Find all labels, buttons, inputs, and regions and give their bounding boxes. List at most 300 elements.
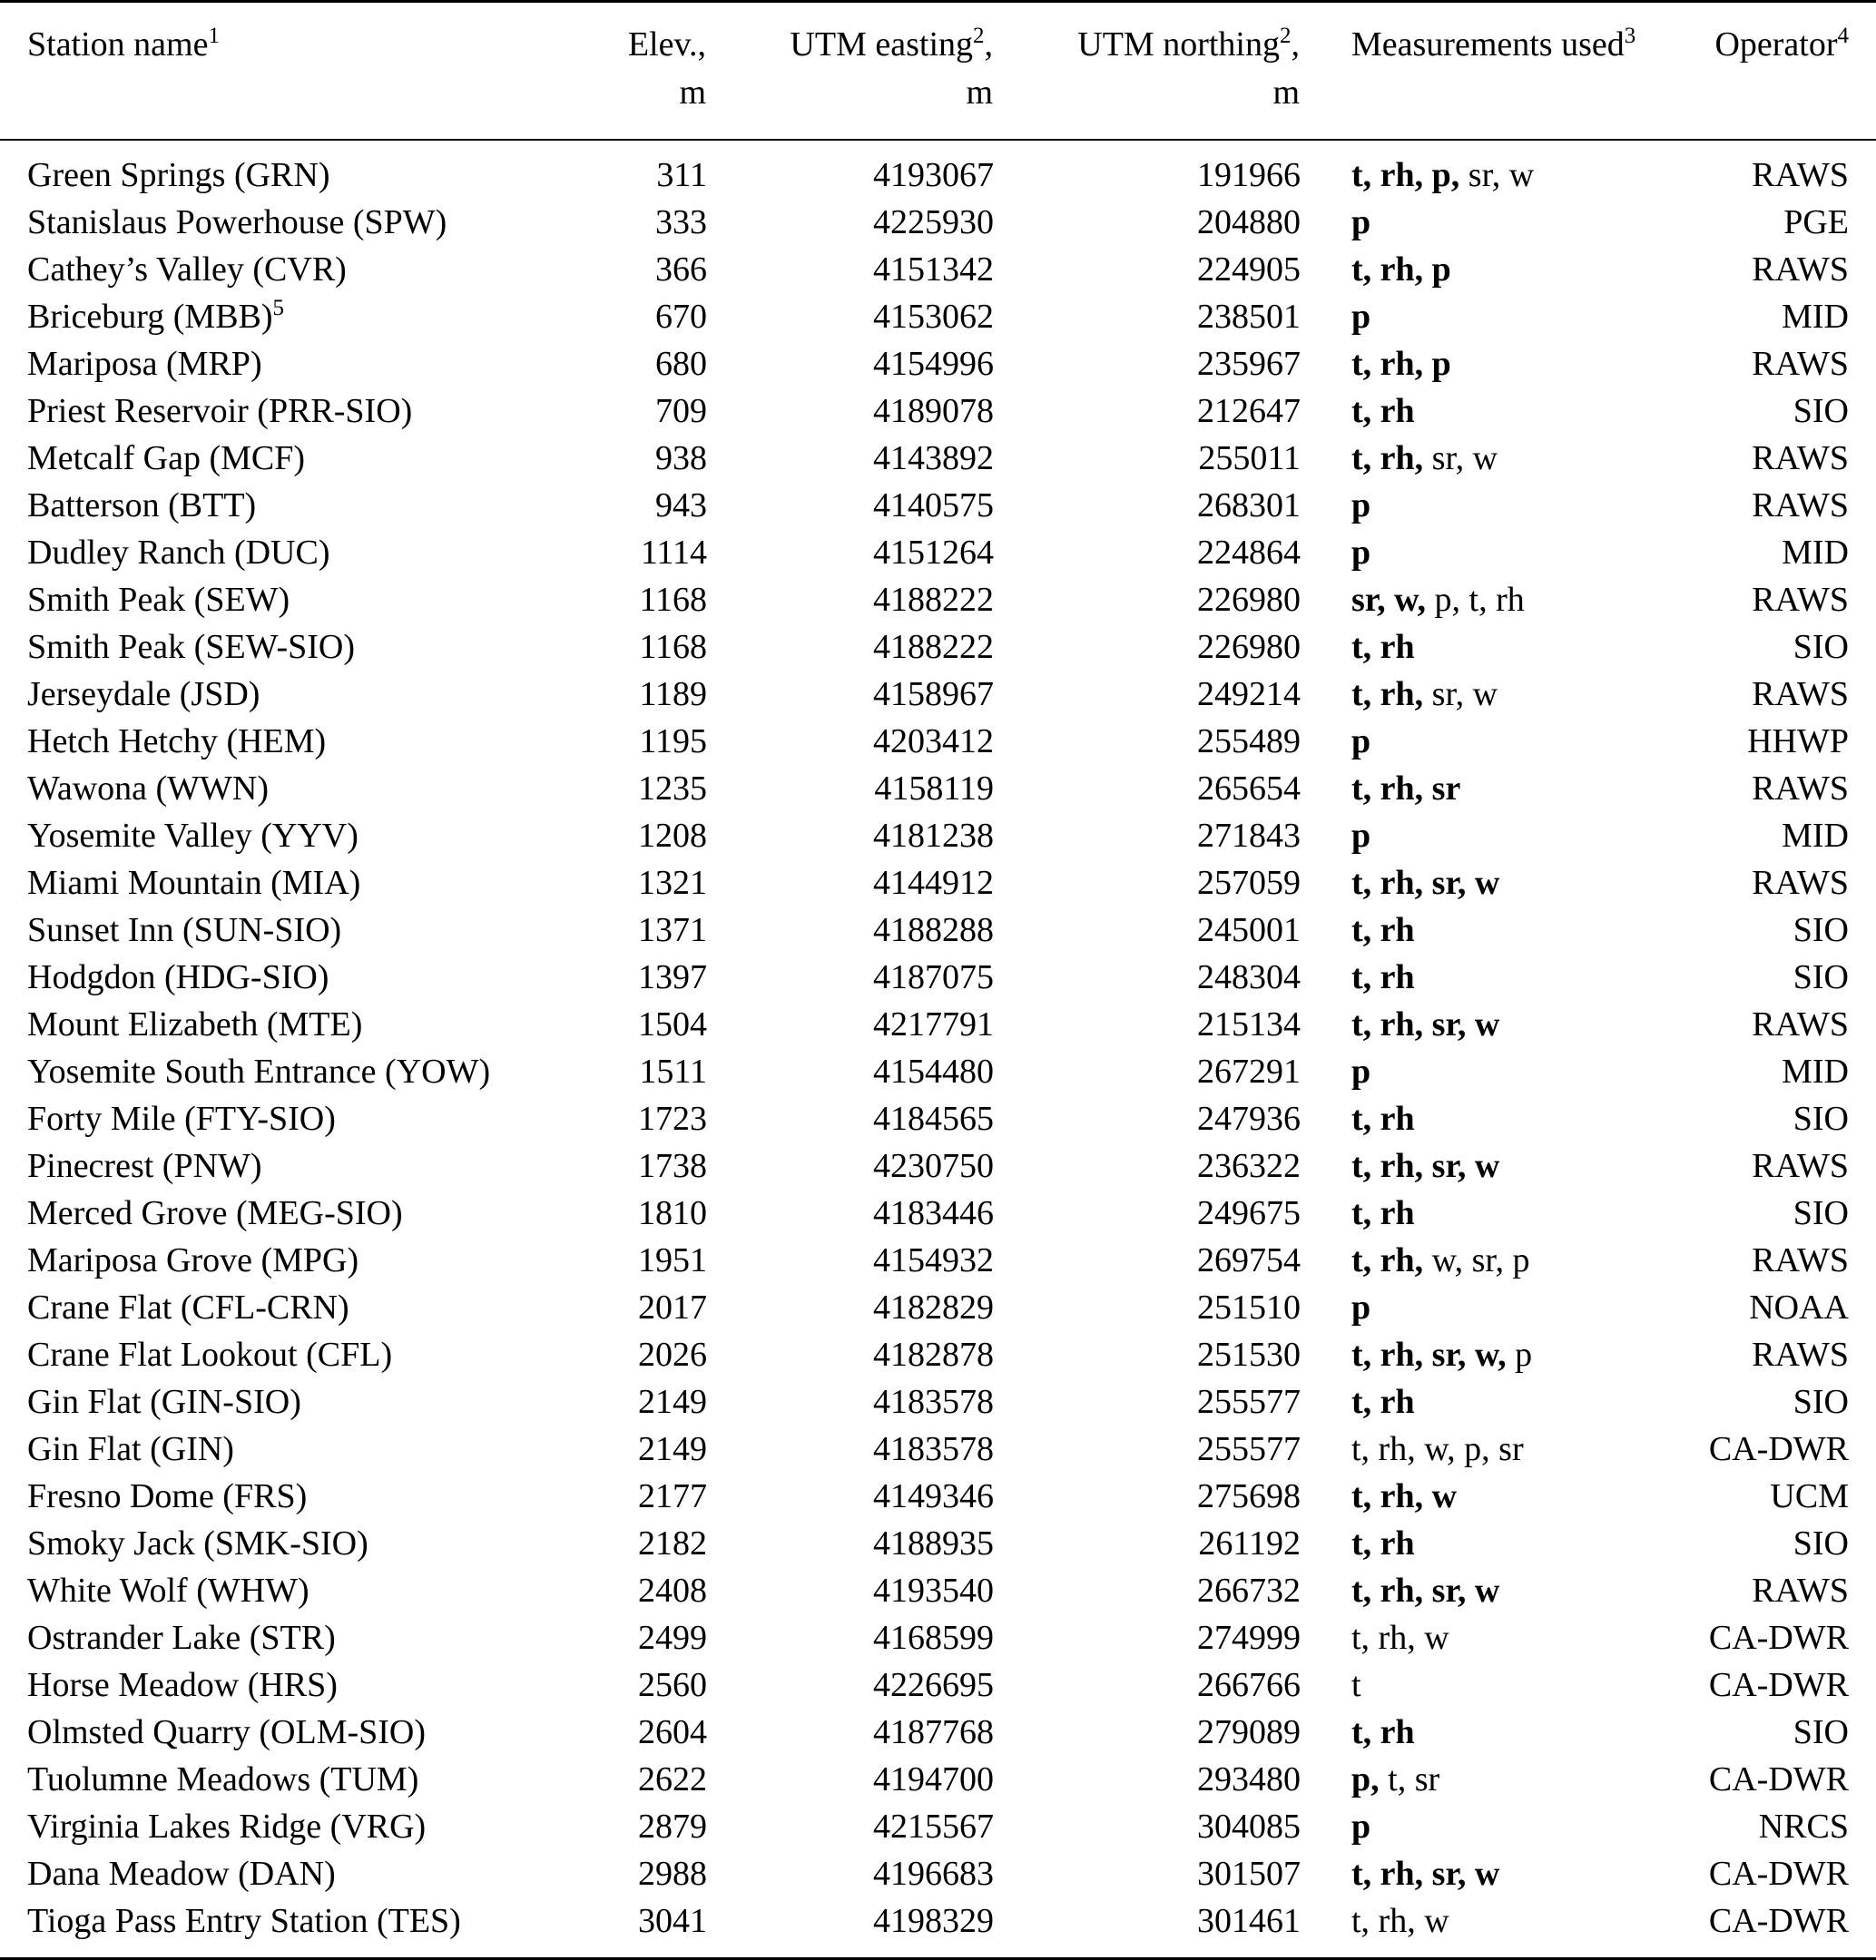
utm-easting-cell: 4183578	[873, 1430, 994, 1468]
measurement-primary: t, rh, w	[1351, 1477, 1458, 1515]
operator-cell: NRCS	[1758, 1808, 1849, 1846]
measurements-cell	[1301, 1001, 1661, 1048]
utm-northing-cell: 255577	[1197, 1430, 1301, 1468]
operator-cell: CA-DWR	[1708, 1902, 1849, 1940]
operator-cell: RAWS	[1752, 1572, 1849, 1610]
measurement-primary: p	[1351, 534, 1371, 572]
measurement-primary: sr, w,	[1351, 581, 1427, 619]
measurements-cell	[1301, 1048, 1661, 1095]
station-name: Fresno Dome (FRS)	[27, 1477, 308, 1515]
measurement-primary: t, rh, sr, w,	[1351, 1336, 1507, 1374]
utm-northing-cell: 224905	[1197, 250, 1301, 289]
utm-northing-cell: 247936	[1197, 1100, 1301, 1138]
utm-easting-cell: 4182878	[873, 1336, 994, 1374]
operator-cell: RAWS	[1752, 1005, 1849, 1044]
footnote-marker: 5	[272, 296, 285, 320]
operator-cell: SIO	[1793, 1383, 1849, 1421]
measurement-secondary: t, rh, w	[1351, 1619, 1449, 1657]
measurement-primary: t, rh, sr, w	[1351, 864, 1500, 902]
utm-easting-cell: 4140575	[873, 486, 994, 524]
table-row	[0, 1237, 1876, 1284]
utm-easting-cell: 4181238	[873, 817, 994, 855]
measurements-cell	[1301, 435, 1661, 482]
utm-easting-cell: 4153062	[873, 298, 994, 336]
measurement-primary: p	[1351, 1808, 1371, 1846]
table-row	[0, 1756, 1876, 1803]
elevation-cell: 2408	[638, 1572, 707, 1610]
operator-cell: SIO	[1793, 911, 1849, 949]
utm-easting-cell: 4187768	[873, 1713, 994, 1751]
station-name-cell	[0, 529, 573, 576]
utm-northing-cell: 274999	[1197, 1619, 1301, 1657]
table-row	[0, 1473, 1876, 1520]
measurements-cell	[1301, 1661, 1661, 1709]
elevation-cell: 2560	[638, 1666, 707, 1704]
station-name-cell	[0, 435, 573, 482]
measurements-cell	[1301, 529, 1661, 576]
utm-northing-cell: 215134	[1197, 1005, 1301, 1044]
utm-northing-cell: 245001	[1197, 911, 1301, 949]
station-name-cell	[0, 1426, 573, 1473]
header-utm-northing: UTM northing$^2$, m	[1077, 24, 1300, 112]
table-body	[0, 140, 1876, 1959]
operator-cell: MID	[1782, 817, 1849, 855]
measurements-cell	[1301, 1095, 1661, 1142]
station-name-cell	[0, 954, 573, 1001]
station-name: Yosemite Valley (YYV)	[27, 817, 359, 855]
measurement-primary: t, rh,	[1351, 675, 1424, 713]
station-name: Virginia Lakes Ridge (VRG)	[27, 1808, 427, 1846]
measurement-primary: p	[1351, 1053, 1371, 1091]
operator-cell: RAWS	[1752, 439, 1849, 477]
station-name: Mount Elizabeth (MTE)	[27, 1005, 363, 1044]
elevation-cell: 2879	[638, 1808, 707, 1846]
elevation-cell: 943	[655, 486, 707, 524]
utm-northing-cell: 255577	[1197, 1383, 1301, 1421]
measurements-cell	[1301, 1614, 1661, 1661]
station-name-cell	[0, 1473, 573, 1520]
measurements-cell	[1301, 1709, 1661, 1756]
station-name-cell	[0, 623, 573, 671]
utm-easting-cell: 4188935	[873, 1524, 994, 1563]
measurement-secondary: sr, w	[1423, 675, 1498, 713]
utm-northing-cell: 301507	[1197, 1855, 1301, 1893]
measurements-cell	[1301, 812, 1661, 859]
utm-northing-cell: 226980	[1197, 628, 1301, 666]
station-name: Merced Grove (MEG-SIO)	[27, 1194, 403, 1232]
measurements-cell	[1301, 387, 1661, 435]
header-measurements: Measurements used$^3$	[1351, 24, 1636, 64]
measurements-cell	[1301, 671, 1661, 718]
elevation-cell: 1511	[639, 1053, 707, 1091]
operator-cell: CA-DWR	[1708, 1855, 1849, 1893]
measurement-primary: t, rh	[1351, 1383, 1415, 1421]
operator-cell: SIO	[1793, 628, 1849, 666]
operator-cell: MID	[1782, 534, 1849, 572]
utm-northing-cell: 226980	[1197, 581, 1301, 619]
measurements-cell	[1301, 1473, 1661, 1520]
measurements-cell	[1301, 1803, 1661, 1850]
header-utm-easting: UTM easting$^2$, m	[790, 24, 993, 112]
measurement-primary: t, rh, p	[1351, 250, 1451, 289]
measurement-primary: p	[1351, 1289, 1371, 1327]
table-row	[0, 1709, 1876, 1756]
table-row	[0, 859, 1876, 906]
table-row	[0, 199, 1876, 246]
station-name: Crane Flat Lookout (CFL)	[27, 1336, 393, 1374]
measurements-cell	[1301, 623, 1661, 671]
table-row	[0, 1048, 1876, 1095]
elevation-cell: 1195	[639, 722, 707, 760]
footnote-marker: 1	[208, 24, 220, 48]
operator-cell: RAWS	[1752, 675, 1849, 713]
station-name: White Wolf (WHW)	[27, 1572, 309, 1610]
station-name-cell	[0, 718, 573, 765]
utm-easting-cell: 4217791	[873, 1005, 994, 1044]
station-name-cell	[0, 671, 573, 718]
operator-cell: MID	[1782, 298, 1849, 336]
elevation-cell: 2149	[638, 1383, 707, 1421]
measurement-secondary: t, sr	[1379, 1760, 1440, 1798]
station-name: Hodgdon (HDG-SIO)	[27, 958, 329, 996]
station-name-cell	[0, 1190, 573, 1237]
station-name-cell	[0, 1756, 573, 1803]
utm-northing-cell: 224864	[1197, 534, 1301, 572]
operator-cell: SIO	[1793, 1713, 1849, 1751]
station-name: Cathey’s Valley (CVR)	[27, 250, 347, 289]
measurements-cell	[1301, 199, 1661, 246]
station-name: Crane Flat (CFL-CRN)	[27, 1289, 349, 1327]
table-row	[0, 1190, 1876, 1237]
station-name-cell	[0, 1614, 573, 1661]
table-row	[0, 246, 1876, 293]
operator-cell: CA-DWR	[1708, 1666, 1849, 1704]
operator-cell: UCM	[1770, 1477, 1849, 1515]
elevation-cell: 1235	[638, 769, 707, 808]
utm-northing-cell: 265654	[1197, 769, 1301, 808]
station-name: Smith Peak (SEW-SIO)	[27, 628, 355, 666]
operator-cell: RAWS	[1752, 156, 1849, 194]
measurement-primary: t, rh	[1351, 1100, 1415, 1138]
table-row	[0, 765, 1876, 812]
utm-easting-cell: 4194700	[873, 1760, 994, 1798]
elevation-cell: 1738	[638, 1147, 707, 1185]
utm-easting-cell: 4144912	[873, 864, 994, 902]
station-name-cell	[0, 906, 573, 954]
utm-easting-cell: 4189078	[873, 392, 994, 430]
utm-easting-cell: 4226695	[873, 1666, 994, 1704]
utm-northing-cell: 251510	[1197, 1289, 1301, 1327]
elevation-cell: 2177	[638, 1477, 707, 1515]
measurements-cell	[1301, 576, 1661, 623]
operator-cell: SIO	[1793, 1100, 1849, 1138]
station-name-cell	[0, 765, 573, 812]
utm-easting-cell: 4203412	[873, 722, 994, 760]
footnote-marker: 4	[1837, 24, 1849, 48]
station-name: Batterson (BTT)	[27, 486, 257, 524]
station-name: Dana Meadow (DAN)	[27, 1855, 336, 1893]
measurements-cell	[1301, 1237, 1661, 1284]
utm-easting-cell: 4183578	[873, 1383, 994, 1421]
utm-northing-cell: 204880	[1197, 203, 1301, 241]
table-row	[0, 1520, 1876, 1567]
operator-cell: CA-DWR	[1708, 1430, 1849, 1468]
elevation-cell: 2499	[638, 1619, 707, 1657]
measurements-cell	[1301, 718, 1661, 765]
station-name: Wawona (WWN)	[27, 769, 269, 808]
station-name-cell	[0, 1567, 573, 1614]
utm-northing-cell: 304085	[1197, 1808, 1301, 1846]
measurement-primary: t, rh	[1351, 1524, 1415, 1563]
utm-northing-cell: 255489	[1197, 722, 1301, 760]
operator-cell: PGE	[1783, 203, 1849, 241]
utm-easting-cell: 4184565	[873, 1100, 994, 1138]
measurement-primary: t, rh, p,	[1351, 156, 1460, 194]
measurement-primary: t, rh, sr, w	[1351, 1005, 1500, 1044]
measurements-cell	[1301, 1331, 1661, 1378]
table-row	[0, 293, 1876, 340]
measurement-primary: t, rh, sr, w	[1351, 1855, 1500, 1893]
operator-cell: RAWS	[1752, 1336, 1849, 1374]
measurement-secondary: w, sr, p	[1423, 1241, 1530, 1279]
station-name: Priest Reservoir (PRR-SIO)	[27, 392, 413, 430]
measurement-primary: p	[1351, 203, 1371, 241]
measurement-secondary: p	[1506, 1336, 1533, 1374]
table-row	[0, 1850, 1876, 1897]
measurement-secondary: sr, w	[1459, 156, 1535, 194]
utm-easting-cell: 4151264	[873, 534, 994, 572]
elevation-cell: 2622	[638, 1760, 707, 1798]
measurement-primary: t, rh	[1351, 1713, 1415, 1751]
station-name: Forty Mile (FTY-SIO)	[27, 1100, 336, 1138]
table-row	[0, 812, 1876, 859]
utm-northing-cell: 267291	[1197, 1053, 1301, 1091]
utm-easting-cell: 4168599	[873, 1619, 994, 1657]
utm-easting-cell: 4196683	[873, 1855, 994, 1893]
footnote-marker: 2	[973, 24, 985, 48]
station-name-cell	[0, 1850, 573, 1897]
station-name-cell	[0, 1142, 573, 1190]
elevation-cell: 670	[655, 298, 707, 336]
station-name-cell	[0, 1237, 573, 1284]
operator-cell: RAWS	[1752, 1241, 1849, 1279]
elevation-cell: 2182	[638, 1524, 707, 1563]
table-row	[0, 435, 1876, 482]
elevation-cell: 3041	[638, 1902, 707, 1940]
elevation-cell: 1810	[638, 1194, 707, 1232]
elevation-cell: 1371	[638, 911, 707, 949]
utm-easting-cell: 4154996	[873, 345, 994, 383]
elevation-cell: 2149	[638, 1430, 707, 1468]
measurement-primary: t, rh	[1351, 1194, 1415, 1232]
station-name: Smith Peak (SEW)	[27, 581, 290, 619]
elevation-cell: 1189	[639, 675, 707, 713]
table-row	[0, 1284, 1876, 1331]
measurement-secondary: sr, w	[1423, 439, 1498, 477]
measurement-secondary: t, rh, w, p, sr	[1351, 1430, 1524, 1468]
measurement-primary: p,	[1351, 1760, 1380, 1798]
measurement-primary: t, rh	[1351, 911, 1415, 949]
measurement-primary: t, rh, sr, w	[1351, 1572, 1500, 1610]
station-name: Ostrander Lake (STR)	[27, 1619, 336, 1657]
utm-easting-cell: 4225930	[873, 203, 994, 241]
elevation-cell: 1397	[638, 958, 707, 996]
measurement-primary: t, rh, p	[1351, 345, 1451, 383]
measurements-cell	[1301, 482, 1661, 529]
elevation-cell: 2604	[638, 1713, 707, 1751]
utm-northing-cell: 268301	[1197, 486, 1301, 524]
utm-easting-cell: 4158119	[874, 769, 994, 808]
station-name: Mariposa Grove (MPG)	[27, 1241, 359, 1279]
table-header	[0, 2, 1876, 141]
measurements-cell	[1301, 293, 1661, 340]
measurements-cell	[1301, 1284, 1661, 1331]
operator-cell: RAWS	[1752, 864, 1849, 902]
station-name-cell	[0, 199, 573, 246]
measurement-primary: t, rh, sr, w	[1351, 1147, 1500, 1185]
measurement-primary: p	[1351, 298, 1371, 336]
utm-easting-cell: 4183446	[873, 1194, 994, 1232]
elevation-cell: 680	[655, 345, 707, 383]
table-row	[0, 576, 1876, 623]
measurement-primary: t, rh	[1351, 628, 1415, 666]
measurements-cell	[1301, 140, 1661, 199]
utm-northing-cell: 236322	[1197, 1147, 1301, 1185]
table-row	[0, 718, 1876, 765]
elevation-cell: 2988	[638, 1855, 707, 1893]
measurements-cell	[1301, 859, 1661, 906]
station-name-cell	[0, 1709, 573, 1756]
measurements-cell	[1301, 906, 1661, 954]
utm-northing-cell: 301461	[1197, 1902, 1301, 1940]
station-name: Green Springs (GRN)	[27, 156, 330, 194]
station-name: Dudley Ranch (DUC)	[27, 534, 330, 572]
elevation-cell: 1951	[638, 1241, 707, 1279]
operator-cell: SIO	[1793, 392, 1849, 430]
utm-easting-cell: 4151342	[873, 250, 994, 289]
table-row	[0, 482, 1876, 529]
measurement-primary: p	[1351, 817, 1371, 855]
station-name-cell	[0, 1661, 573, 1709]
table-row	[0, 387, 1876, 435]
operator-cell: MID	[1782, 1053, 1849, 1091]
table-row	[0, 954, 1876, 1001]
table-row	[0, 1567, 1876, 1614]
utm-northing-cell: 249675	[1197, 1194, 1301, 1232]
station-name-cell	[0, 387, 573, 435]
operator-cell: NOAA	[1749, 1289, 1849, 1327]
utm-easting-cell: 4158967	[873, 675, 994, 713]
elevation-cell: 1321	[638, 864, 707, 902]
utm-easting-cell: 4143892	[873, 439, 994, 477]
station-name-cell	[0, 1284, 573, 1331]
operator-cell: SIO	[1793, 1194, 1849, 1232]
operator-cell: RAWS	[1752, 345, 1849, 383]
utm-northing-cell: 235967	[1197, 345, 1301, 383]
utm-northing-cell: 257059	[1197, 864, 1301, 902]
header-elevation: Elev., m	[627, 25, 706, 112]
station-name-cell	[0, 1897, 573, 1959]
station-name: Yosemite South Entrance (YOW)	[27, 1053, 491, 1091]
utm-easting-cell: 4188222	[873, 628, 994, 666]
station-name: Briceburg (MBB)	[27, 298, 273, 336]
elevation-cell: 2017	[638, 1289, 707, 1327]
station-name: Olmsted Quarry (OLM-SIO)	[27, 1713, 427, 1751]
measurements-cell	[1301, 1426, 1661, 1473]
operator-cell: SIO	[1793, 1524, 1849, 1563]
elevation-cell: 311	[656, 156, 707, 194]
utm-northing-cell: 255011	[1198, 439, 1301, 477]
measurement-secondary: t	[1351, 1666, 1361, 1704]
measurements-cell	[1301, 954, 1661, 1001]
measurements-cell	[1301, 1520, 1661, 1567]
measurements-cell	[1301, 1567, 1661, 1614]
utm-northing-cell: 266732	[1197, 1572, 1301, 1610]
measurement-primary: t, rh	[1351, 958, 1415, 996]
footnote-marker: 3	[1624, 24, 1636, 48]
utm-easting-cell: 4149346	[873, 1477, 994, 1515]
elevation-cell: 333	[655, 203, 707, 241]
utm-easting-cell: 4187075	[873, 958, 994, 996]
measurements-cell	[1301, 1378, 1661, 1426]
station-name-cell	[0, 859, 573, 906]
station-name: Horse Meadow (HRS)	[27, 1666, 338, 1704]
station-name-cell	[0, 340, 573, 387]
station-name: Metcalf Gap (MCF)	[27, 439, 306, 477]
measurement-primary: p	[1351, 486, 1371, 524]
station-name: Stanislaus Powerhouse (SPW)	[27, 203, 447, 241]
operator-cell: CA-DWR	[1708, 1760, 1849, 1798]
table-row	[0, 623, 1876, 671]
utm-northing-cell: 238501	[1197, 298, 1301, 336]
header-row	[0, 2, 1876, 141]
measurement-secondary: p, t, rh	[1426, 581, 1525, 619]
operator-cell: RAWS	[1752, 769, 1849, 808]
table-row	[0, 906, 1876, 954]
table-row	[0, 1661, 1876, 1709]
station-name: Mariposa (MRP)	[27, 345, 262, 383]
station-name-cell	[0, 1331, 573, 1378]
utm-northing-cell: 212647	[1197, 392, 1301, 430]
measurements-cell	[1301, 765, 1661, 812]
station-name-cell	[0, 1095, 573, 1142]
operator-cell: CA-DWR	[1708, 1619, 1849, 1657]
utm-easting-cell: 4154480	[873, 1053, 994, 1091]
utm-easting-cell: 4154932	[873, 1241, 994, 1279]
station-name-cell	[0, 482, 573, 529]
elevation-cell: 366	[655, 250, 707, 289]
measurements-cell	[1301, 1897, 1661, 1959]
elevation-cell: 1208	[638, 817, 707, 855]
elevation-cell: 1168	[639, 628, 707, 666]
table-row	[0, 1426, 1876, 1473]
utm-easting-cell: 4198329	[873, 1902, 994, 1940]
measurements-cell	[1301, 340, 1661, 387]
table-row	[0, 1095, 1876, 1142]
header-operator: Operator$^4$	[1714, 24, 1849, 64]
table-row	[0, 1897, 1876, 1959]
utm-northing-cell: 251530	[1197, 1336, 1301, 1374]
utm-easting-cell: 4230750	[873, 1147, 994, 1185]
operator-cell: SIO	[1793, 958, 1849, 996]
elevation-cell: 1168	[639, 581, 707, 619]
table-row	[0, 1803, 1876, 1850]
station-name-cell	[0, 246, 573, 293]
table-row	[0, 1001, 1876, 1048]
utm-northing-cell: 191966	[1197, 156, 1301, 194]
utm-easting-cell: 4188288	[873, 911, 994, 949]
footnote-marker: 2	[1280, 24, 1292, 48]
